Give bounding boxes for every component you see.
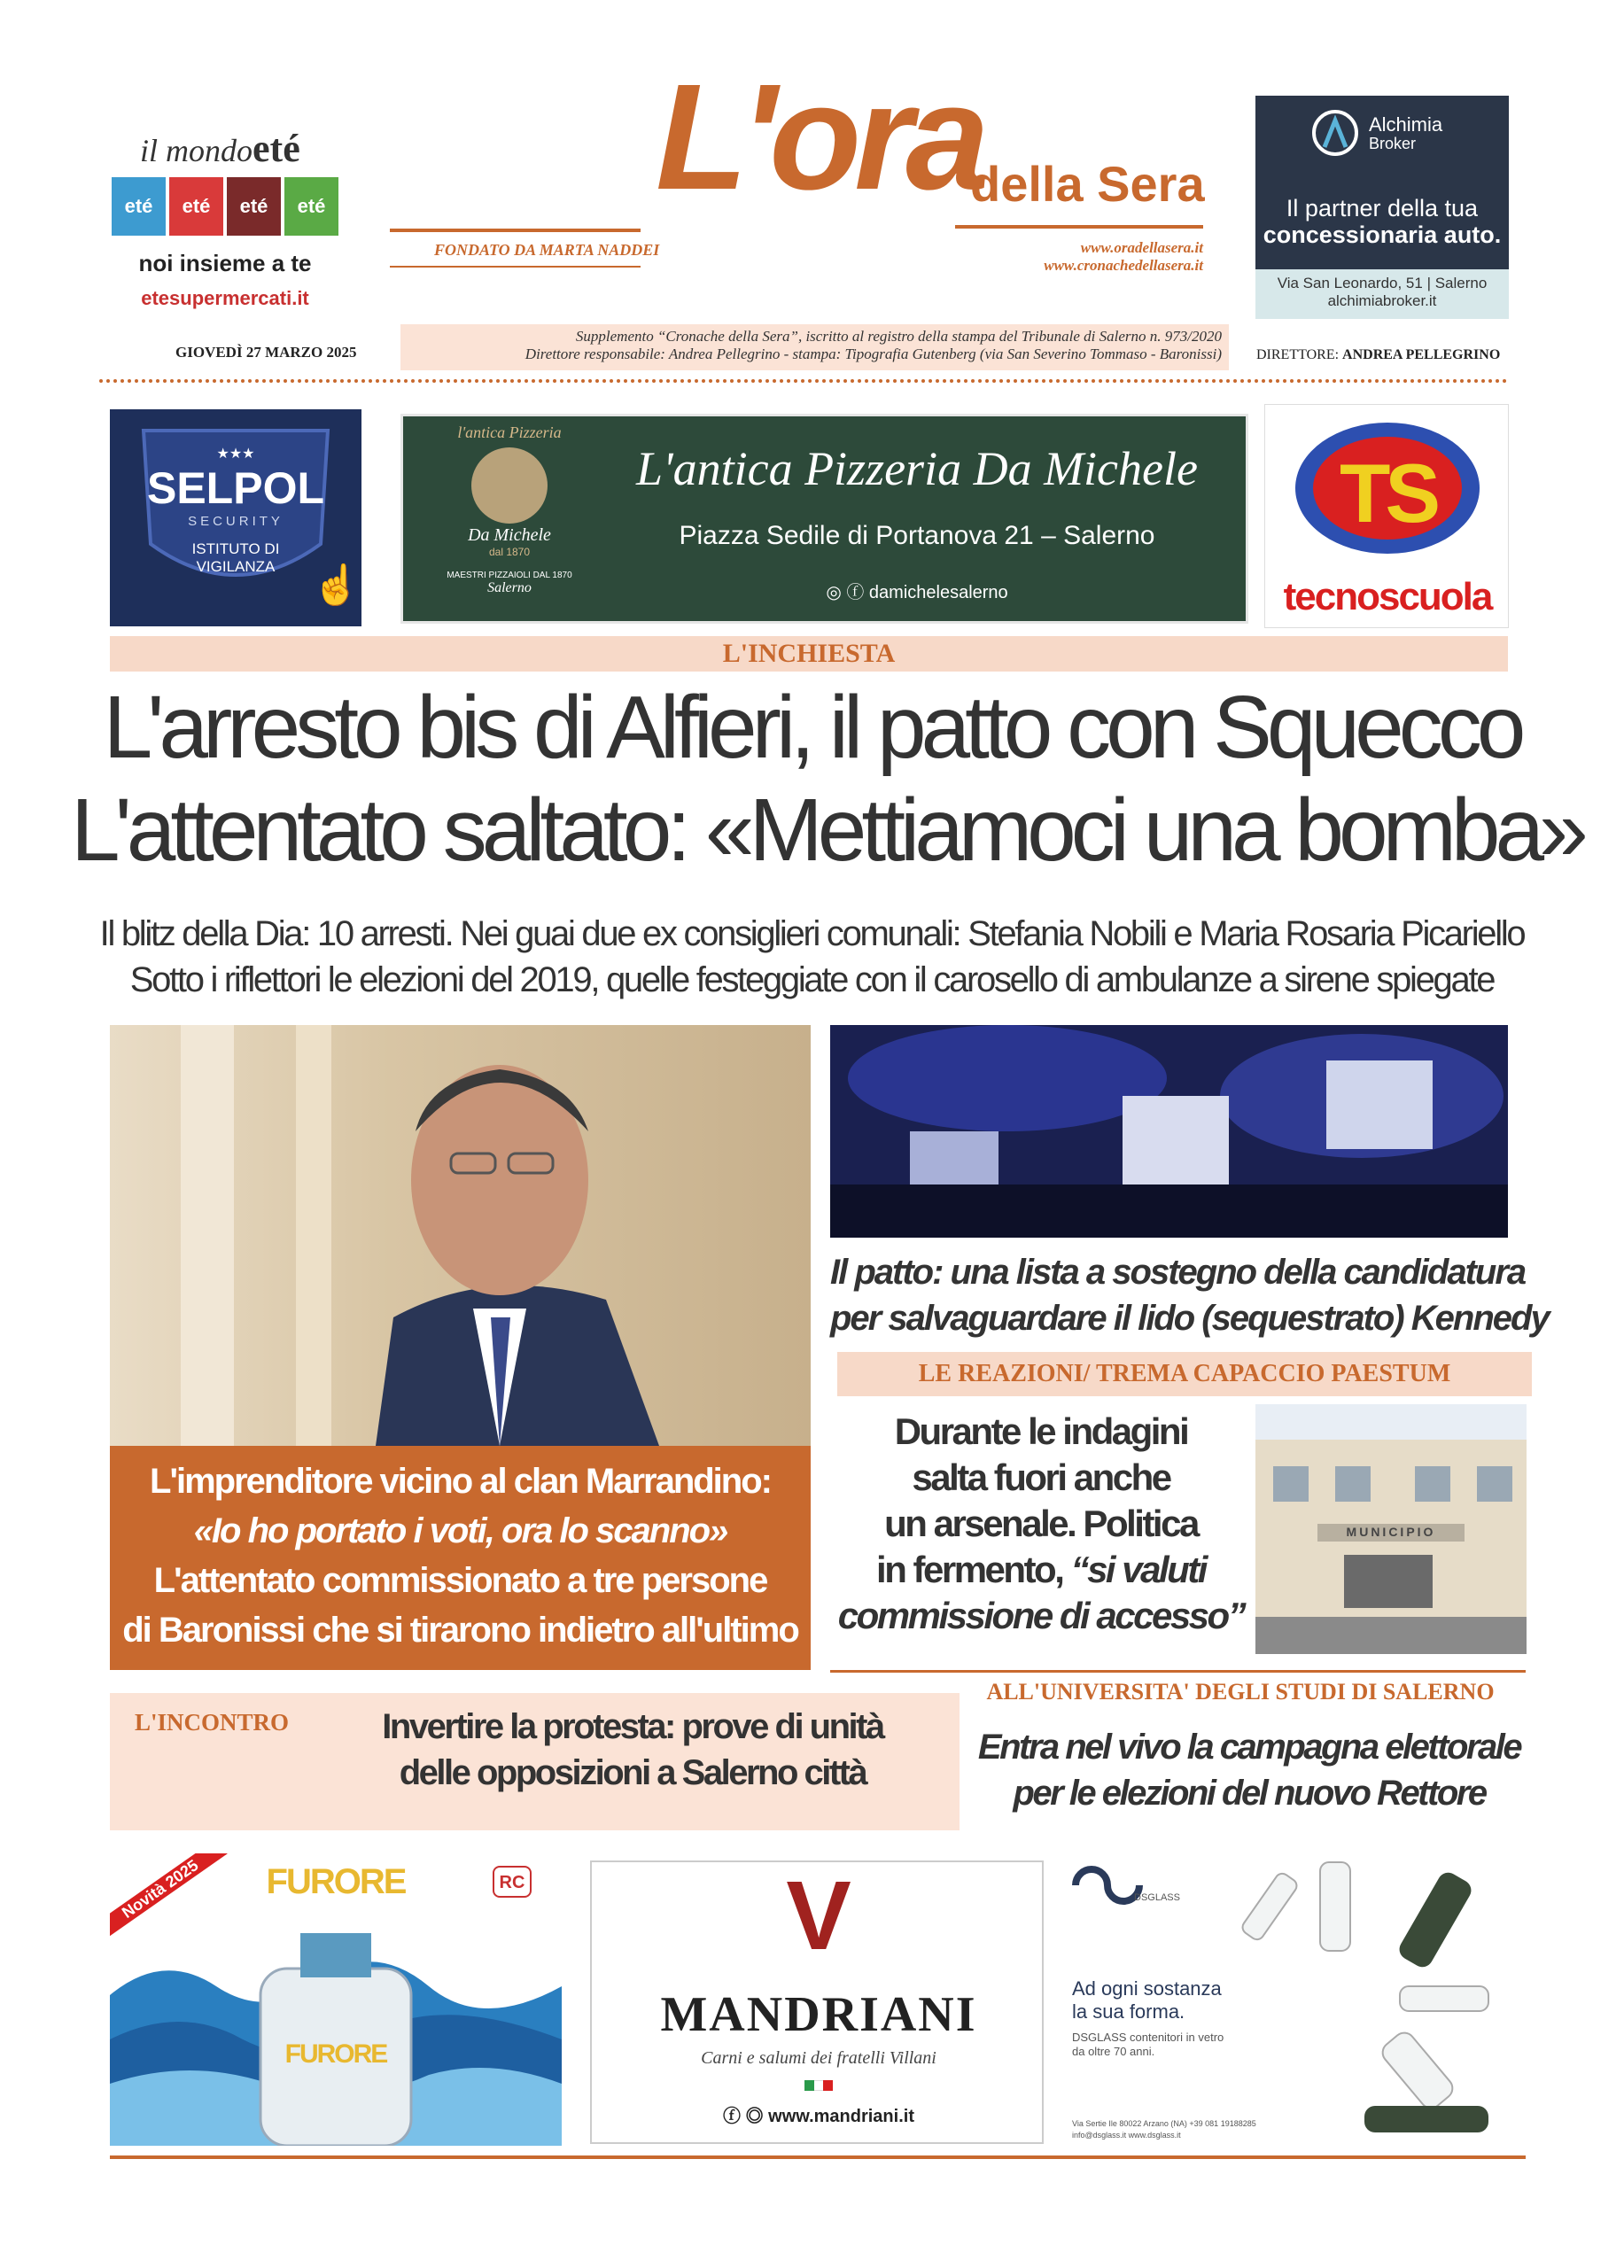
alchimia-address: Via San Leonardo, 51 | Salerno bbox=[1277, 275, 1488, 291]
gin-bottle-label: FURORE bbox=[284, 2039, 387, 2069]
dsglass-line-4: da oltre 70 anni. bbox=[1072, 2045, 1155, 2058]
alfieri-caption-3: L'attentato commissionato a tre persone bbox=[153, 1561, 767, 1600]
alfieri-caption-2: «Io ho portato i voti, ora lo scanno» bbox=[193, 1511, 727, 1550]
masthead-founded-rule bbox=[390, 266, 641, 268]
incontro-box[interactable] bbox=[110, 1693, 960, 1830]
pizzeria-social-handle: damichelesalerno bbox=[868, 583, 1008, 602]
main-headline-2[interactable]: L'attentato saltato: «Mettiamoci una bomba» bbox=[71, 781, 1583, 880]
dsglass-line-2: la sua forma. bbox=[1072, 2000, 1185, 2023]
tecnoscuola-logo: TS bbox=[1339, 447, 1436, 540]
gin-badge: Novità 2025 bbox=[110, 1853, 228, 1940]
pizzeria-ad[interactable] bbox=[400, 414, 1248, 624]
masthead-subtitle: della Sera bbox=[970, 156, 1205, 212]
main-sub-2: Sotto i riflettori le elezioni del 2019, quelle festeggiate con il carosello di ambulanze a sirene spiegate bbox=[129, 960, 1495, 999]
right-caption-1[interactable]: Il patto: una lista a sostegno della candidatura bbox=[830, 1253, 1526, 1292]
facebook-icon: ⓕ bbox=[846, 583, 865, 602]
reactions-line-2: salta fuori anche bbox=[912, 1456, 1170, 1498]
right-caption-2[interactable]: per salvaguardare il lido (sequestrato) Kennedy bbox=[830, 1299, 1549, 1338]
reactions-line-1: Durante le indagini bbox=[894, 1410, 1188, 1452]
incontro-line-2: delle opposizioni a Salerno città bbox=[399, 1753, 866, 1792]
pizzeria-logo-year: dal 1870 bbox=[488, 546, 531, 558]
mandriani-tagline: Carni e salumi dei fratelli Villani bbox=[701, 2048, 936, 2068]
masthead-url1[interactable]: www.oradellasera.it bbox=[1080, 239, 1203, 256]
founded-by: MARTA NADDEI bbox=[539, 241, 660, 259]
italian-flag-icon bbox=[804, 2080, 833, 2091]
director-label: DIRETTORE: bbox=[1256, 347, 1340, 362]
ete-ad[interactable] bbox=[105, 99, 346, 319]
dsglass-logo-icon bbox=[1072, 1866, 1143, 1905]
ambulance-carousel-scene bbox=[830, 1025, 1508, 1238]
municipio-sign: MUNICIPIO bbox=[1346, 1525, 1436, 1539]
gin-logo: RC bbox=[493, 1866, 532, 1898]
social-icons: ⓕ ◎ bbox=[723, 2107, 764, 2126]
masthead-url2[interactable]: www.cronachedellasera.it bbox=[1044, 257, 1203, 274]
reactions-line-4b: “si valuti bbox=[1070, 1549, 1206, 1590]
alchimia-line1: Il partner della tua bbox=[1286, 195, 1479, 221]
main-kicker: L'INCHIESTA bbox=[110, 636, 1508, 672]
pizzeria-title: L'antica Pizzeria Da Michele bbox=[636, 442, 1198, 495]
masthead-title: L'ora bbox=[656, 53, 983, 221]
alchimia-footer bbox=[1255, 269, 1509, 319]
mandriani-url-text: www.mandriani.it bbox=[768, 2107, 914, 2126]
alchimia-url[interactable]: alchimiabroker.it bbox=[1327, 292, 1437, 309]
reactions-text[interactable] bbox=[833, 1409, 1249, 1639]
universita-line-2[interactable]: per le elezioni del nuovo Rettore bbox=[1013, 1774, 1486, 1813]
alchimia-ad[interactable] bbox=[1255, 96, 1509, 319]
pizzaiolo-portrait-icon bbox=[471, 447, 548, 524]
reactions-rule bbox=[830, 1670, 1526, 1673]
supplement-box bbox=[400, 324, 1229, 370]
masthead-founded bbox=[434, 241, 659, 260]
ambulance-photo bbox=[830, 1025, 1508, 1238]
gin-ad[interactable] bbox=[110, 1853, 562, 2146]
ete-tagline: noi insieme a te bbox=[138, 250, 312, 276]
footer-rule bbox=[110, 2155, 1526, 2159]
supplement-line1: Supplemento “Cronache della Sera”, iscritto al registro della stampa del Tribunale di Salerno n. 973/2020 bbox=[575, 328, 1222, 345]
ete-url[interactable]: etesupermercati.it bbox=[141, 287, 309, 309]
pizzeria-signature: Salerno bbox=[487, 580, 532, 595]
municipio-photo bbox=[1255, 1404, 1527, 1654]
instagram-icon: ◎ bbox=[826, 583, 842, 602]
dsglass-line-1: Ad ogni sostanza bbox=[1072, 1977, 1222, 2000]
header-divider bbox=[99, 379, 1508, 383]
alfieri-photo bbox=[110, 1025, 811, 1446]
pointer-hand-icon: ☝ bbox=[312, 563, 361, 607]
pizzeria-social[interactable] bbox=[607, 578, 1227, 603]
universita-kicker: ALL'UNIVERSITA' DEGLI STUDI DI SALERNO bbox=[986, 1679, 1495, 1705]
alchimia-brand: Alchimia bbox=[1369, 113, 1443, 136]
pizzeria-logo bbox=[439, 423, 580, 618]
bottles-graphic bbox=[1223, 1853, 1511, 2148]
pizzeria-logo-top: l'antica Pizzeria bbox=[457, 423, 562, 441]
selpol-sub: SECURITY bbox=[188, 514, 284, 529]
selpol-name: SELPOL bbox=[146, 463, 325, 513]
founded-prefix: FONDATO DA bbox=[434, 241, 536, 259]
selpol-stars: ★★★ bbox=[216, 447, 255, 462]
reactions-line-3: un arsenale. Politica bbox=[884, 1503, 1198, 1544]
pizzeria-address: Piazza Sedile di Portanova 21 – Salerno bbox=[679, 521, 1155, 550]
alfieri-caption-4: di Baronissi che si tirarono indietro all'ultimo bbox=[122, 1611, 798, 1650]
alfieri-caption-box bbox=[110, 1446, 811, 1670]
ete-sub-brand: eté bbox=[227, 177, 281, 236]
selpol-ad[interactable] bbox=[110, 409, 361, 626]
mandriani-name: MANDRIANI bbox=[660, 1987, 977, 2042]
dsglass-line-3: DSGLASS contenitori in vetro bbox=[1072, 2031, 1224, 2044]
ete-brand: eté bbox=[253, 127, 300, 170]
gin-brand: FURORE bbox=[266, 1862, 406, 1901]
alfieri-caption-1: L'imprenditore vicino al clan Marrandino: bbox=[150, 1462, 771, 1501]
tecnoscuola-ad[interactable] bbox=[1264, 404, 1509, 628]
alchimia-line2: concessionaria auto. bbox=[1263, 221, 1502, 248]
selpol-line2: VIGILANZA bbox=[196, 558, 276, 575]
reactions-line-4a: in fermento, bbox=[876, 1549, 1063, 1590]
ete-sub-brand: eté bbox=[112, 177, 166, 236]
reactions-line-5: commissione di accesso” bbox=[837, 1595, 1245, 1636]
masthead-right-rule bbox=[955, 225, 1203, 229]
ete-line1: il mondo bbox=[140, 133, 253, 168]
dsglass-email[interactable]: info@dsglass.it www.dsglass.it bbox=[1072, 2131, 1181, 2140]
mandriani-url[interactable] bbox=[592, 2101, 1045, 2127]
dsglass-address: Via Sertie Ile 80022 Arzano (NA) +39 081 19188285 bbox=[1072, 2119, 1256, 2128]
supplement-line2: Direttore responsabile: Andrea Pellegrino - stampa: Tipografia Gutenberg (via San Severino Tommaso - Baronissi) bbox=[524, 346, 1222, 362]
mandriani-ad[interactable] bbox=[590, 1860, 1044, 2144]
incontro-kicker: L'INCONTRO bbox=[135, 1709, 290, 1736]
alchimia-logo-icon bbox=[1309, 106, 1362, 159]
reactions-kicker: LE REAZIONI/ TREMA CAPACCIO PAESTUM bbox=[837, 1352, 1532, 1396]
incontro-line-1: Invertire la protesta: prove di unità bbox=[382, 1707, 883, 1746]
pizzeria-logo-name: Da Michele bbox=[468, 525, 551, 545]
director bbox=[1256, 347, 1500, 363]
main-sub-1: Il blitz della Dia: 10 arresti. Nei guai due ex consiglieri comunali: Stefania Nobili e Maria Rosaria Picariello bbox=[99, 914, 1525, 953]
universita-line-1[interactable]: Entra nel vivo la campagna elettorale bbox=[977, 1728, 1521, 1767]
ete-sub-brand: eté bbox=[169, 177, 223, 236]
director-name: ANDREA PELLEGRINO bbox=[1342, 347, 1501, 362]
issue-date: GIOVEDÌ 27 MARZO 2025 bbox=[175, 344, 357, 361]
tecnoscuola-name: tecnoscuola bbox=[1283, 575, 1492, 618]
dsglass-brand: DSGLASS bbox=[1134, 1892, 1180, 1903]
dsglass-ad[interactable] bbox=[1063, 1853, 1511, 2148]
alchimia-brand-sub: Broker bbox=[1369, 135, 1417, 152]
mandriani-logo: V bbox=[786, 1861, 851, 1970]
reactions-line-4 bbox=[833, 1547, 1249, 1593]
selpol-line1: ISTITUTO DI bbox=[191, 540, 280, 557]
masthead-left-rule bbox=[390, 229, 641, 232]
pizzeria-maestri: MAESTRI PIZZAIOLI DAL 1870 bbox=[447, 571, 572, 580]
alfieri-portrait-figure bbox=[110, 1025, 811, 1446]
ete-sub-brand: eté bbox=[284, 177, 338, 236]
main-headline-1[interactable]: L'arresto bis di Alfieri, il patto con Squecco bbox=[103, 678, 1521, 777]
